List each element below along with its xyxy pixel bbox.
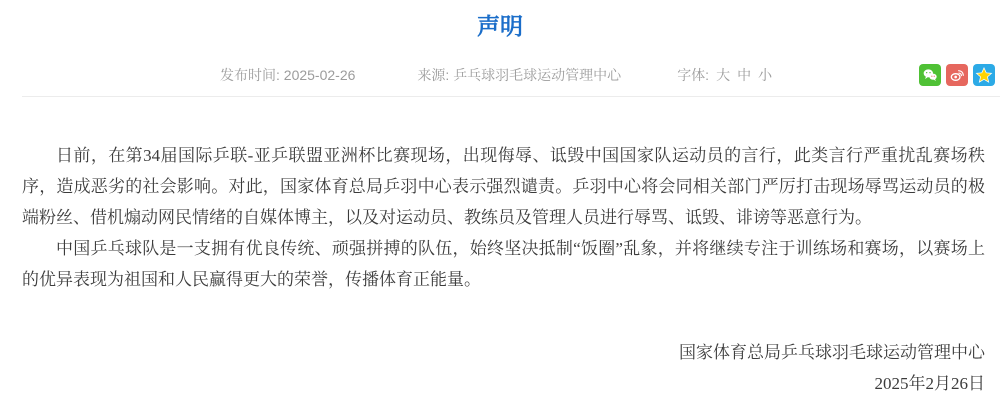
source-label: 来源: xyxy=(417,66,454,83)
font-size-medium[interactable]: 中 xyxy=(737,66,752,83)
font-size-label: 字体: xyxy=(677,66,710,83)
source xyxy=(417,65,621,85)
font-size-controls xyxy=(677,65,772,85)
source-value: 乒乓球羽毛球运动管理中心 xyxy=(453,66,622,83)
meta-bar xyxy=(22,53,1000,97)
font-size-large[interactable]: 大 xyxy=(716,66,731,83)
weibo-share-icon[interactable] xyxy=(946,64,968,86)
signature-date: 2025年2月26日 xyxy=(874,374,985,393)
paragraph-2: 中国乒乓球队是一支拥有优良传统、顽强拼搏的队伍，始终坚决抵制“饭圈”乱象，并将继续专注于训练场和赛场，以赛场上的优异表现为祖国和人民赢得更大的荣誉，传播体育正能量。 xyxy=(22,239,985,289)
page-title: 声明 xyxy=(477,13,523,39)
publish-time-label: 发布时间: xyxy=(220,66,284,83)
font-size-small[interactable]: 小 xyxy=(758,66,773,83)
signature-org: 国家体育总局乒乓球羽毛球运动管理中心 xyxy=(679,343,985,362)
signature-block xyxy=(22,337,985,399)
share-buttons xyxy=(919,64,995,86)
publish-time-value: 2025-02-26 xyxy=(283,66,356,83)
qzone-share-icon[interactable] xyxy=(973,64,995,86)
wechat-share-icon[interactable] xyxy=(919,64,941,86)
paragraph-1: 日前，在第34届国际乒联-亚乒联盟亚洲杯比赛现场，出现侮辱、诋毁中国国家队运动员的言行，此类言行严重扰乱赛场秩序，造成恶劣的社会影响。对此，国家体育总局乒羽中心表示强烈谴责。乒羽中心将会同相关部门严厉打击现场辱骂运动员的极端粉丝、借机煽动网民情绪的自媒体博主，以及对运动员、教练员及管理人员进行辱骂、诋毁、诽谤等恶意行为。 xyxy=(22,146,985,227)
article-body xyxy=(22,97,1000,399)
publish-time xyxy=(220,65,355,85)
